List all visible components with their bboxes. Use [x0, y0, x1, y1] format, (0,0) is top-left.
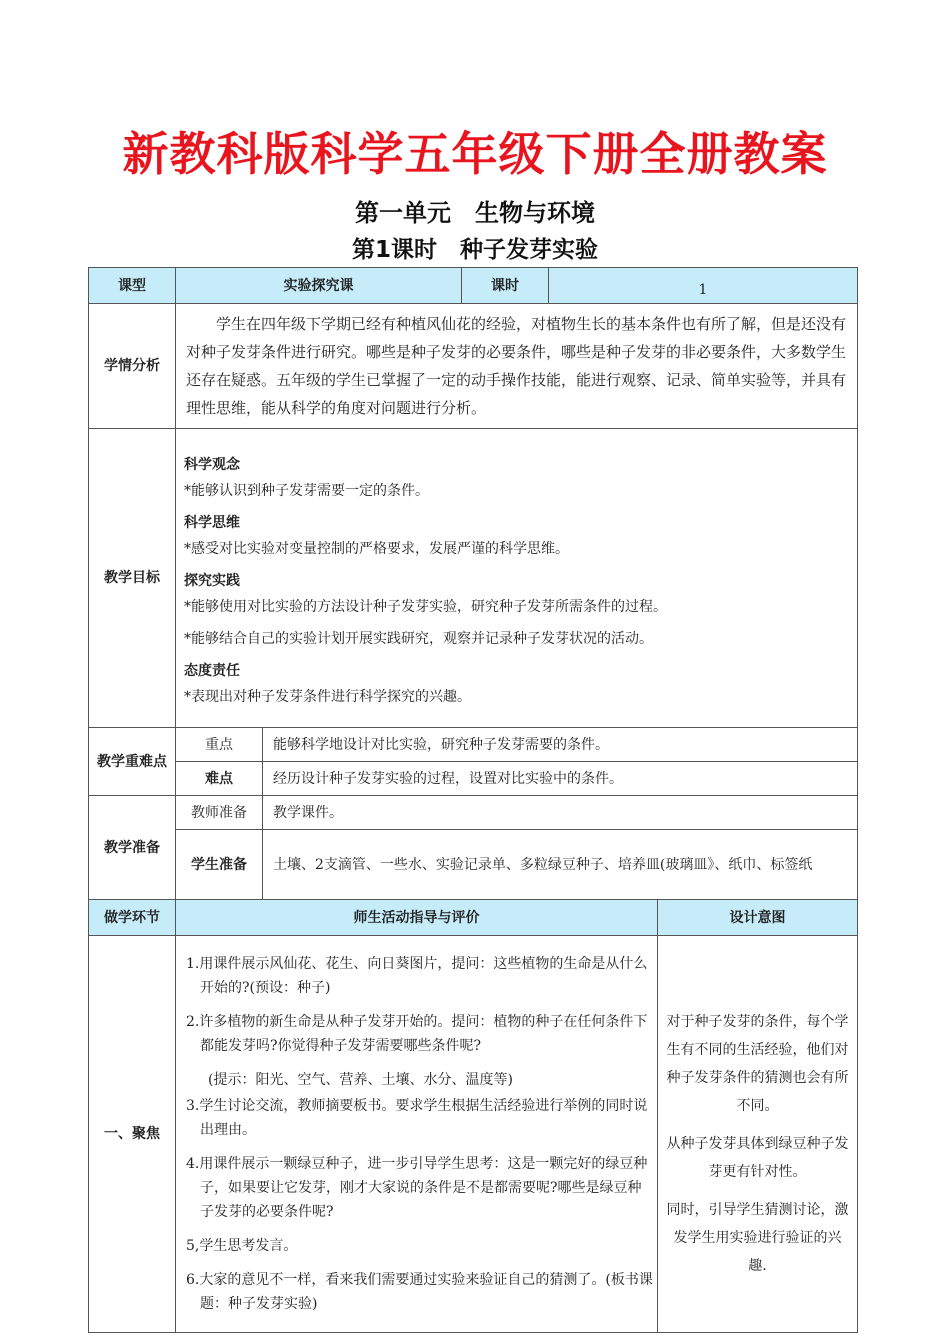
- step-item: 1.用课件展示风仙花、花生、向日葵图片，提问：这些植物的生命是从什么开始的?(预设：种子): [186, 956, 648, 996]
- preparation-label: 教学准备: [89, 796, 176, 900]
- analysis-label: 学情分析: [89, 304, 176, 429]
- teacher-prep-text: 教学课件。: [263, 796, 858, 830]
- difficulty-label: 难点: [176, 762, 263, 796]
- objective-item: *能够使用对比实验的方法设计种子发芽实验，研究种子发芽所需条件的过程。: [184, 599, 667, 615]
- stage-focus-row: [89, 936, 858, 1333]
- objective-heading: 态度责任: [184, 663, 240, 679]
- intent-header: 设计意图: [658, 900, 858, 936]
- objective-heading: 科学思维: [184, 515, 240, 531]
- objective-heading: 科学观念: [184, 457, 240, 473]
- objective-heading: 探究实践: [184, 573, 240, 589]
- class-hours-label: 课时: [462, 268, 549, 304]
- analysis-row: [89, 304, 858, 429]
- difficulty-text: 经历设计种子发芽实验的过程，设置对比实验中的条件。: [263, 762, 858, 796]
- difficulty-row: [89, 762, 858, 796]
- activity-header: 师生活动指导与评价: [176, 900, 658, 936]
- document-title: 新教科版科学五年级下册全册教案: [122, 127, 828, 181]
- course-type-value: 实验探究课: [176, 268, 462, 304]
- course-type-label: 课型: [89, 268, 176, 304]
- step-item: 2.许多植物的新生命是从种子发芽开始的。提问：植物的种子在任何条件下都能发芽吗?你觉得种子发芽需要哪些条件呢?: [186, 1014, 648, 1054]
- objectives-row: [89, 429, 858, 728]
- student-prep-label: 学生准备: [176, 830, 263, 900]
- analysis-text: 学生在四年级下学期已经有种植风仙花的经验，对植物生长的基本条件也有所了解，但是还没有对种子发芽条件进行研究。哪些是种子发芽的必要条件，哪些是种子发芽的非必要条件，大多数学生还存在疑惑。五年级的学生已掌握了一定的动手操作技能，能进行观察、记录、简单实验等，并具有理性思维，能从科学的角度对问题进行分析。: [176, 304, 858, 429]
- student-prep-text: 土壤、2支滴管、一些水、实验记录单、多粒绿豆种子、培养皿(玻璃皿》、纸巾、标签纸: [263, 830, 858, 900]
- objective-item: *感受对比实验对变量控制的严格要求，发展严谨的科学思维。: [184, 541, 569, 557]
- objectives-label: 教学目标: [89, 429, 176, 728]
- objective-item: *表现出对种子发芽条件进行科学探究的兴趣。: [184, 689, 471, 705]
- step-item: 6.大家的意见不一样，看来我们需要通过实验来验证自己的猜测了。(板书课题：种子发芽实验): [186, 1272, 653, 1312]
- key-point-label: 重点: [176, 728, 263, 762]
- objective-item: *能够认识到种子发芽需要一定的条件。: [184, 483, 429, 499]
- objective-item: *能够结合自己的实验计划开展实践研究，观察并记录种子发芽状况的活动。: [184, 631, 653, 647]
- step-item: 4.用课件展示一颗绿豆种子，进一步引导学生思考：这是一颗完好的绿豆种子，如果要让它发芽，刚才大家说的条件是不是都需要呢?哪些是绿豆种子发芽的必要条件呢?: [186, 1156, 648, 1220]
- intent-paragraph: 从种子发芽具体到绿豆种子发芽更有针对性。: [666, 1136, 849, 1180]
- step-hint: (提示：阳光、空气、营养、土壤、水分、温度等): [208, 1072, 513, 1088]
- step-item: 3.学生讨论交流，教师摘要板书。要求学生根据生活经验进行举例的同时说出理由。: [186, 1098, 648, 1138]
- stage-focus-label: 一、聚焦: [89, 936, 176, 1333]
- step-item: 5,学生思考发言。: [186, 1238, 298, 1254]
- intent-paragraph: 对于种子发芽的条件，每个学生有不同的生活经验，他们对种子发芽条件的猜测也会有所不同。: [666, 1014, 849, 1114]
- process-header-row: [89, 900, 858, 936]
- stage-focus-steps: [176, 936, 658, 1333]
- key-point-text: 能够科学地设计对比实验，研究种子发芽需要的条件。: [263, 728, 858, 762]
- lesson-title: 第1课时 种子发芽实验: [351, 237, 598, 263]
- key-points-label: 教学重难点: [89, 728, 176, 796]
- class-hours-value: 1: [549, 268, 858, 304]
- stage-focus-intent: [658, 936, 858, 1333]
- key-point-row: [89, 728, 858, 762]
- unit-title: 第一单元 生物与环境: [355, 199, 595, 227]
- header-row: [89, 268, 858, 304]
- teacher-prep-label: 教师准备: [176, 796, 263, 830]
- objectives-content: [176, 429, 858, 728]
- lesson-plan-table: [88, 267, 858, 1333]
- student-prep-row: [89, 830, 858, 900]
- stage-header: 做学环节: [89, 900, 176, 936]
- teacher-prep-row: [89, 796, 858, 830]
- intent-paragraph: 同时，引导学生猜测讨论，激发学生用实验进行验证的兴趣.: [666, 1202, 849, 1274]
